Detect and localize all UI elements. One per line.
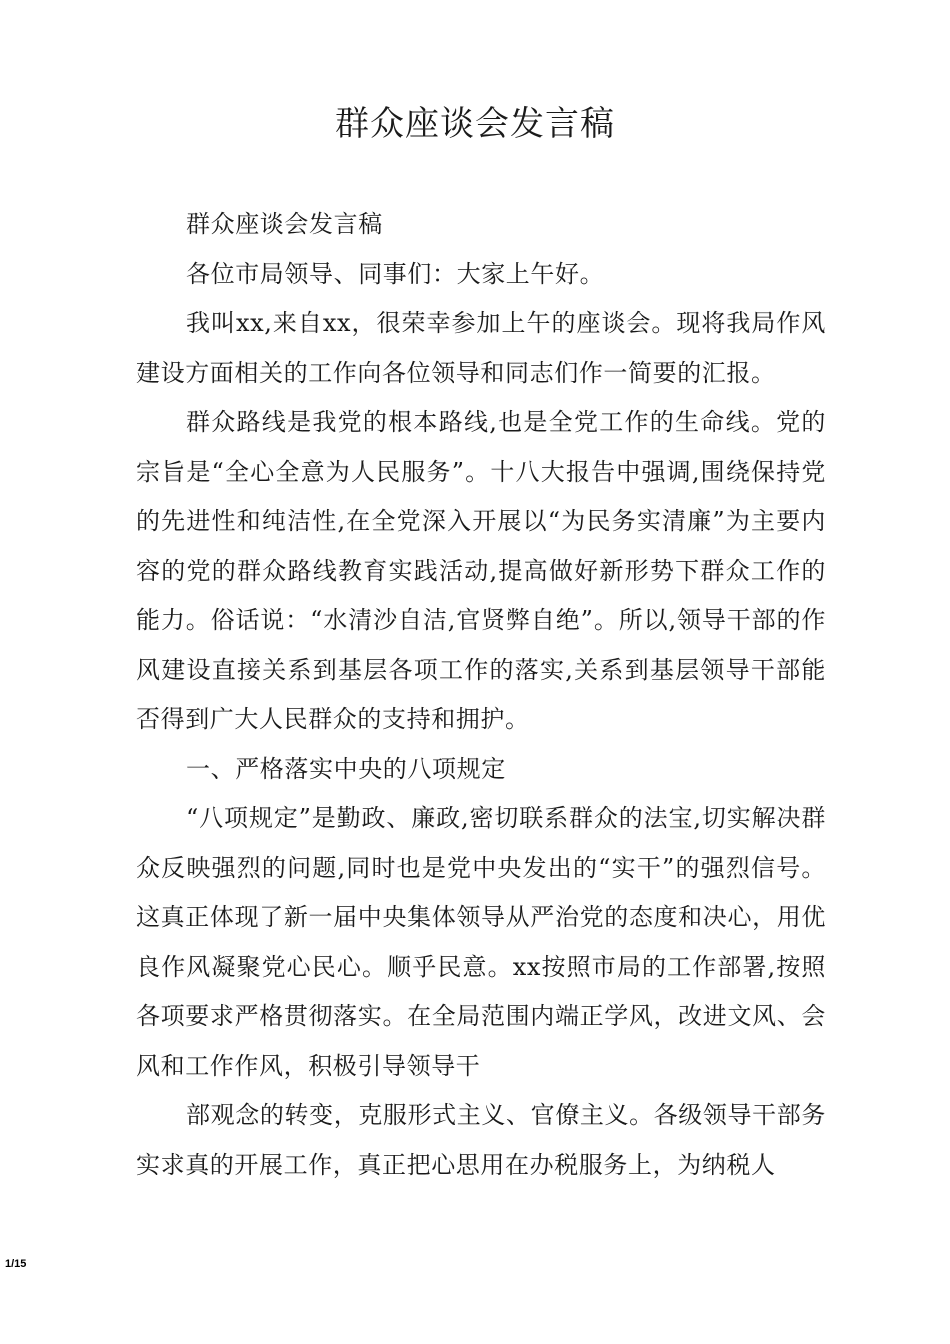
paragraph-continuation: 部观念的转变，克服形式主义、官僚主义。各级领导干部务实求真的开展工作，真正把心思用在办税服务上，为纳税人: [136, 1101, 826, 1179]
page-number: 1/15: [5, 1258, 27, 1270]
paragraph-introduction: 我叫xx,来自xx，很荣幸参加上午的座谈会。现将我局作风建设方面相关的工作向各位领导和同志们作一简要的汇报。: [136, 309, 826, 387]
page-title: 群众座谈会发言稿: [335, 104, 615, 144]
section-heading-eight-rules: 一、严格落实中央的八项规定: [186, 754, 506, 783]
paragraph-mass-line: 群众路线是我党的根本路线,也是全党工作的生命线。党的宗旨是“全心全意为人民服务”。十八大报告中强调,围绕保持党的先进性和纯洁性,在全党深入开展以“为民务实清廉”为主要内容的党的群众路线教育实践活动,提高做好新形势下群众工作的能力。俗话说：“水清沙自洁,官贤弊自绝”。所以,领导干部的作风建设直接关系到基层各项工作的落实,关系到基层领导干部能否得到广大人民群众的支持和拥护。: [136, 408, 826, 733]
paragraph-greeting: 各位市局领导、同事们：大家上午好。: [186, 259, 605, 288]
paragraph-heading-repeat: 群众座谈会发言稿: [186, 210, 383, 238]
document-body: [136, 200, 826, 1190]
paragraph-eight-rules: “八项规定”是勤政、廉政,密切联系群众的法宝,切实解决群众反映强烈的问题,同时也是党中央发出的“实干”的强烈信号。这真正体现了新一届中央集体领导从严治党的态度和决心，用优良作风凝聚党心民心。顺乎民意。xx按照市局的工作部署,按照各项要求严格贯彻落实。在全局范围内端正学风，改进文风、会风和工作作风，积极引导领导干: [136, 804, 826, 1080]
